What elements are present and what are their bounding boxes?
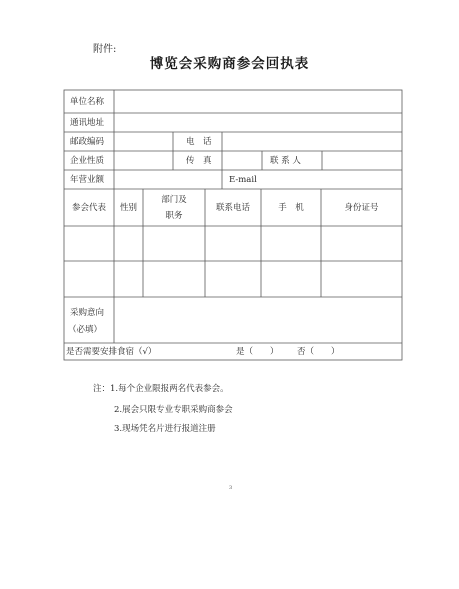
col-header-mobile: 手 机 [278,203,304,213]
page-number: 3 [229,485,233,491]
meal-yes-option: 是（ ） [236,347,279,357]
postcode-label: 邮政编码 [70,137,105,147]
contact-label: 联 系 人 [270,156,301,166]
meal-question-label: 是否需要安排食宿（√） [66,347,157,357]
note-2: 2.展会只限专业专职采购商参会 [114,405,233,415]
required-note: （必填） [68,325,103,335]
note-3: 3.现场凭名片进行报道注册 [114,424,216,434]
purchase-intent-label: 采购意向 [70,308,105,318]
col-header-phone: 联系电话 [215,203,250,213]
col-header-department-line2: 职务 [165,211,183,221]
col-header-gender: 性别 [119,203,137,213]
meal-no-option: 否（ ） [297,347,340,357]
col-header-id-number: 身份证号 [344,203,379,213]
fax-label: 传 真 [186,156,212,166]
note-1: 注：1.每个企业限报两名代表参会。 [93,384,229,394]
company-type-label: 企业性质 [70,156,105,166]
address-label: 通讯地址 [70,118,105,128]
page-title: 博览会采购商参会回执表 [149,56,310,72]
email-label: E-mail [229,175,257,185]
col-header-department-line1: 部门及 [161,195,187,205]
phone-label: 电 话 [186,137,212,147]
attachment-label: 附件: [93,44,117,55]
unit-name-label: 单位名称 [70,97,105,107]
col-header-representative: 参会代表 [71,203,106,213]
revenue-label: 年营业额 [70,175,105,185]
